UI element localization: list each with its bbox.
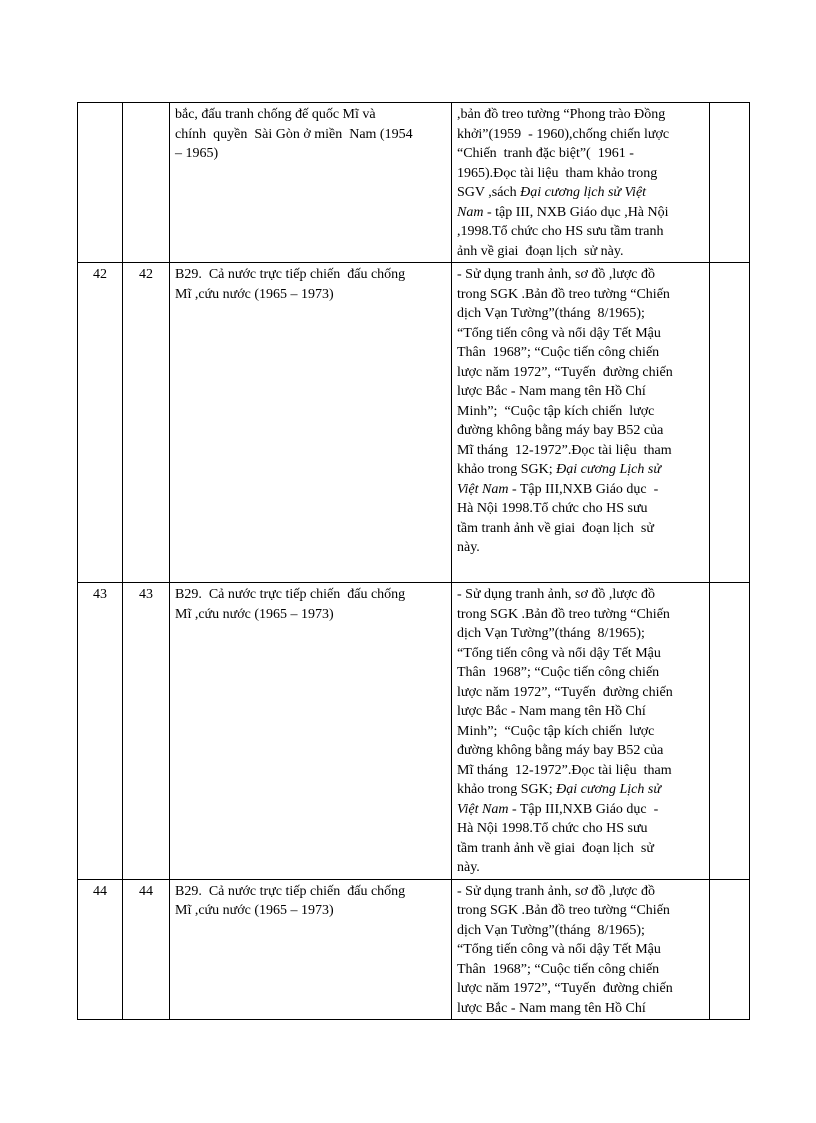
lesson-number-cell: 43 bbox=[123, 583, 170, 880]
method-line: “Chiến tranh đặc biệt”( 1961 - bbox=[457, 146, 634, 161]
method-line: Hà Nội 1998.Tổ chức cho HS sưu bbox=[457, 501, 648, 516]
method-text: SGV ,sách bbox=[457, 185, 521, 200]
method-line: Minh”; “Cuộc tập kích chiến lược bbox=[457, 723, 655, 739]
method-line-mixed bbox=[457, 203, 704, 223]
method-line: ảnh về giai đoạn lịch sử này. bbox=[457, 243, 624, 259]
method-line: Mĩ tháng 12-1972”.Đọc tài liệu tham bbox=[457, 442, 672, 458]
teaching-method-cell bbox=[452, 583, 710, 880]
method-line: - Sử dụng tranh ảnh, sơ đồ ,lược đồ bbox=[457, 883, 655, 899]
method-line: - Sử dụng tranh ảnh, sơ đồ ,lược đồ bbox=[457, 267, 655, 282]
method-text: - Tập III,NXB Giáo dục - bbox=[508, 801, 659, 817]
method-line: dịch Vạn Tường”(tháng 8/1965); bbox=[457, 626, 645, 641]
period-cell bbox=[78, 103, 123, 263]
teaching-method-cell bbox=[452, 103, 710, 263]
book-title: Nam bbox=[457, 204, 484, 220]
lesson-line: B29. Cả nước trực tiếp chiến đấu chống bbox=[175, 883, 406, 899]
method-text: - Tập III,NXB Giáo dục - bbox=[508, 481, 659, 497]
notes-cell bbox=[710, 103, 750, 263]
method-line: lược năm 1972”, “Tuyến đường chiến bbox=[457, 684, 673, 700]
table-row bbox=[78, 583, 750, 880]
method-line: trong SGK .Bản đồ treo tường “Chiến bbox=[457, 286, 670, 302]
method-line: ,bản đồ treo tường “Phong trào Đồng bbox=[457, 107, 666, 122]
method-text: khảo trong SGK; bbox=[457, 782, 557, 797]
lesson-number-cell: 44 bbox=[123, 879, 170, 1020]
method-line: đường không bằng máy bay B52 của bbox=[457, 423, 664, 438]
method-line: “Tổng tiến công và nổi dậy Tết Mậu bbox=[457, 325, 661, 341]
book-title: Đại cương lịch sử Việt bbox=[520, 185, 647, 200]
method-line-mixed bbox=[457, 183, 704, 203]
book-title: Việt Nam bbox=[457, 801, 509, 817]
period-cell: 42 bbox=[78, 263, 123, 583]
method-line: Thân 1968”; “Cuộc tiến công chiến bbox=[457, 665, 660, 680]
lesson-line: bắc, đấu tranh chống đế quốc Mĩ và bbox=[175, 107, 376, 122]
method-line: khởi”(1959 - 1960),chống chiến lược bbox=[457, 126, 670, 142]
method-line: trong SGK .Bản đồ treo tường “Chiến bbox=[457, 903, 670, 918]
method-line-mixed bbox=[457, 780, 704, 800]
lesson-line: chính quyền Sài Gòn ở miền Nam (1954 bbox=[175, 126, 413, 142]
method-line: đường không bằng máy bay B52 của bbox=[457, 743, 664, 758]
method-line: - Sử dụng tranh ảnh, sơ đồ ,lược đồ bbox=[457, 587, 655, 602]
method-line: tầm tranh ảnh về giai đoạn lịch sử bbox=[457, 520, 654, 536]
method-line: lược năm 1972”, “Tuyến đường chiến bbox=[457, 364, 673, 380]
method-line: lược Bắc - Nam mang tên Hồ Chí bbox=[457, 384, 646, 399]
method-line: ,1998.Tổ chức cho HS sưu tầm tranh bbox=[457, 224, 664, 239]
book-title: Đại cương Lịch sử bbox=[556, 462, 661, 477]
teaching-method-cell bbox=[452, 263, 710, 583]
lesson-line: – 1965) bbox=[175, 146, 219, 161]
lesson-title-cell bbox=[170, 583, 452, 880]
method-line: dịch Vạn Tường”(tháng 8/1965); bbox=[457, 922, 645, 938]
method-line: này. bbox=[457, 540, 480, 555]
method-line: này. bbox=[457, 860, 480, 875]
lesson-title-cell bbox=[170, 103, 452, 263]
method-line: lược Bắc - Nam mang tên Hồ Chí bbox=[457, 1000, 646, 1016]
method-line: Minh”; “Cuộc tập kích chiến lược bbox=[457, 403, 655, 419]
method-line-mixed bbox=[457, 800, 704, 820]
method-line: 1965).Đọc tài liệu tham khảo trong bbox=[457, 165, 658, 181]
period-cell: 44 bbox=[78, 879, 123, 1020]
lesson-number-cell bbox=[123, 103, 170, 263]
method-line: tầm tranh ảnh về giai đoạn lịch sử bbox=[457, 840, 654, 856]
method-line: dịch Vạn Tường”(tháng 8/1965); bbox=[457, 306, 645, 321]
method-line: “Tổng tiến công và nổi dậy Tết Mậu bbox=[457, 645, 661, 661]
method-line-mixed bbox=[457, 460, 704, 480]
method-line: Thân 1968”; “Cuộc tiến công chiến bbox=[457, 961, 660, 977]
method-line: Thân 1968”; “Cuộc tiến công chiến bbox=[457, 345, 660, 360]
period-cell: 43 bbox=[78, 583, 123, 880]
notes-cell bbox=[710, 879, 750, 1020]
method-line: Hà Nội 1998.Tổ chức cho HS sưu bbox=[457, 821, 648, 836]
curriculum-table bbox=[77, 102, 750, 1020]
method-line: Mĩ tháng 12-1972”.Đọc tài liệu tham bbox=[457, 762, 672, 778]
lesson-title-cell bbox=[170, 263, 452, 583]
method-line-mixed bbox=[457, 480, 704, 500]
lesson-title-cell bbox=[170, 879, 452, 1020]
lesson-line: Mĩ ,cứu nước (1965 – 1973) bbox=[175, 606, 334, 622]
book-title: Việt Nam bbox=[457, 481, 509, 497]
table-row bbox=[78, 263, 750, 583]
table-row bbox=[78, 103, 750, 263]
lesson-line: B29. Cả nước trực tiếp chiến đấu chống bbox=[175, 587, 406, 602]
method-line: trong SGK .Bản đồ treo tường “Chiến bbox=[457, 606, 670, 622]
lesson-line: Mĩ ,cứu nước (1965 – 1973) bbox=[175, 903, 334, 918]
lesson-line: B29. Cả nước trực tiếp chiến đấu chống bbox=[175, 267, 406, 282]
method-line: lược Bắc - Nam mang tên Hồ Chí bbox=[457, 704, 646, 719]
book-title: Đại cương Lịch sử bbox=[556, 782, 661, 797]
table-row bbox=[78, 879, 750, 1020]
lesson-line: Mĩ ,cứu nước (1965 – 1973) bbox=[175, 286, 334, 302]
method-line: “Tổng tiến công và nổi dậy Tết Mậu bbox=[457, 942, 661, 957]
method-text: - tập III, NXB Giáo dục ,Hà Nội bbox=[483, 204, 669, 220]
teaching-method-cell bbox=[452, 879, 710, 1020]
lesson-number-cell: 42 bbox=[123, 263, 170, 583]
notes-cell bbox=[710, 583, 750, 880]
method-text: khảo trong SGK; bbox=[457, 462, 557, 477]
notes-cell bbox=[710, 263, 750, 583]
method-line: lược năm 1972”, “Tuyến đường chiến bbox=[457, 981, 673, 996]
